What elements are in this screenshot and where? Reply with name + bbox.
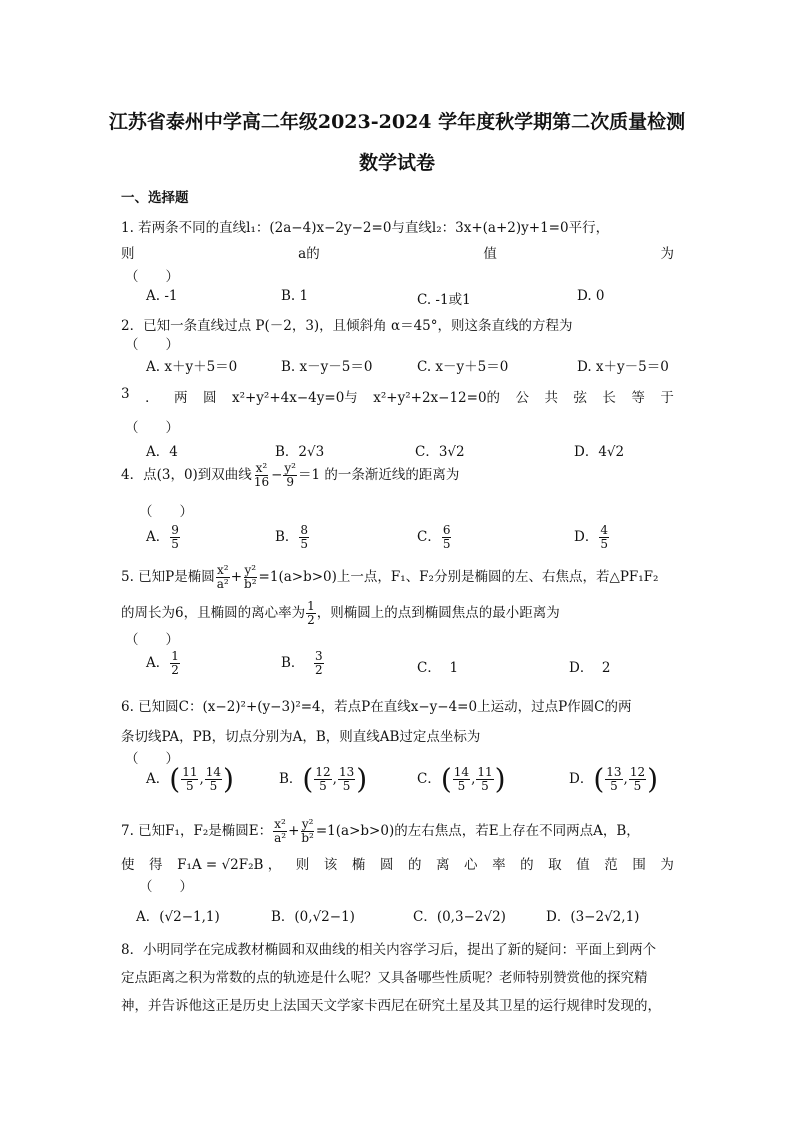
q7-stem-line1: 7. 已知F₁，F₂是椭圆E： $\frac{\text{x²}}{\text{a²}}$ + $\frac{\text{y²}}{\text{b²}}$ =1(a>b>0)的左右焦点，若E上存在不同两点A，B， [121, 817, 640, 845]
q8-stem-line3: 神，并告诉他这正是历史上法国天文学家卡西尼在研究土星及其卫星的运行规律时发现的， [121, 998, 661, 1014]
section-heading: 一、选择题 [121, 190, 189, 206]
q6-option-c: C．( $\frac{14}{5}$ , $\frac{11}{5}$ ) [417, 762, 506, 796]
q7-option-d: D．(3−2√2,1) [546, 909, 640, 925]
q6-stem-line2: 条切线PA，PB，切点分别为A，B，则直线AB过定点坐标为 [121, 729, 481, 745]
q6-stem-line1: 6. 已知圆C：(x−2)²+(y−3)²=4，若点P在直线x−y−4=0上运动，过点P作圆C的两 [121, 699, 632, 715]
q7-answer-paren: （ ） [139, 879, 193, 895]
q3-option-d: D．4√2 [574, 444, 625, 460]
q1-word: a的 [298, 246, 320, 262]
exam-title: 江苏省泰州中学高二年级2023-2024 学年度秋学期第二次质量检测 [108, 111, 686, 133]
q6-option-d: D．( $\frac{13}{5}$ , $\frac{12}{5}$ ) [569, 762, 659, 796]
q2-option-a: A. x＋y＋5＝0 [146, 359, 238, 375]
q7-option-b: B．(0,√2−1) [271, 909, 355, 925]
q6-answer-paren: （ ） [125, 751, 179, 767]
q2-option-c: C. x－y＋5＝0 [417, 359, 509, 375]
q4-minus: − [271, 467, 283, 483]
q3-word: x²+y²+4x−4y=0与 [231, 390, 358, 406]
q5-option-d: D． 2 [569, 660, 611, 676]
q4-option-d: D． $\frac{4}{5}$ [574, 523, 608, 551]
q8-stem-line1: 8．小明同学在完成教材椭圆和双曲线的相关内容学习后，提出了新的疑问：平面上到两个 [121, 942, 657, 958]
q3-option-b: B．2√3 [275, 444, 325, 460]
q3-option-c: C．3√2 [415, 444, 465, 460]
q3-word: 公 [515, 390, 530, 406]
q2-option-d: D. x＋y－5＝0 [577, 359, 669, 375]
q4-fraction-x: $\frac{\text{x²}}{16}$ [253, 461, 270, 489]
q1-word: 则 [121, 246, 135, 262]
q1-option-a: A. -1 [146, 288, 178, 304]
q5-answer-paren: （ ） [125, 632, 179, 648]
q4-option-c: C． $\frac{6}{5}$ [417, 523, 451, 551]
q7-stem-line2: 使 得 F₁A = √2F₂B ， 则 该 椭 圆 的 离 心 率 的 取 值 范 围 为 [121, 857, 674, 873]
q1-word: 为 [660, 246, 674, 262]
q3-word: 共 [544, 390, 558, 406]
q4-answer-paren: （ ） [139, 504, 193, 520]
q6-option-b: B．( $\frac{12}{5}$ , $\frac{13}{5}$ ) [279, 762, 368, 796]
q1-option-d: D. 0 [577, 288, 605, 304]
exam-subtitle: 数学试卷 [358, 152, 435, 174]
q4-text-post: ＝1 的一条渐近线的距离为 [298, 467, 460, 483]
q3-option-a: A．4 [146, 444, 178, 460]
q5-option-a: A． $\frac{1}{2}$ [146, 649, 179, 677]
q4-option-b: B． $\frac{8}{5}$ [275, 523, 309, 551]
q7-option-c: C．(0,3−2√2) [413, 909, 506, 925]
q4-option-a: A． $\frac{9}{5}$ [146, 523, 179, 551]
q2-stem: 2．已知一条直线过点 P(－2，3)，且倾斜角 α＝45°，则这条直线的方程为 [121, 318, 573, 334]
q5-stem-line1: 5. 已知P是椭圆 $\frac{\text{x²}}{\text{a²}}$ + $\frac{\text{y²}}{\text{b²}}$ =1(a>b>0)上一点，F₁、F₂分别是椭圆的左、右焦点，若△PF₁F₂ [121, 563, 659, 591]
q4-text-pre: 4．点(3，0)到双曲线 [121, 467, 252, 483]
q4-stem [121, 462, 459, 489]
q5-stem-line2: 的周长为6，且椭圆的离心率为 $\frac{1}{2}$ ，则椭圆上的点到椭圆焦点的最小距离为 [121, 599, 560, 627]
q1-stem-line1: 1. 若两条不同的直线l₁：(2a−4)x−2y−2=0与直线l₂：3x+(a+2)y+1=0平行， [121, 220, 610, 236]
q5-option-c: C． 1 [417, 660, 459, 676]
q3-word: 弦 [573, 390, 587, 406]
q8-stem-line2: 定点距离之积为常数的点的轨迹是什么呢？又具备哪些性质呢？老师特别赞赏他的探究精 [121, 970, 648, 986]
q2-answer-paren: （ ） [125, 337, 179, 353]
q3-word: 于 [660, 390, 674, 406]
q3-stem [121, 386, 674, 406]
q1-option-c: C. -1或1 [417, 292, 471, 308]
q6-option-a: A．( $\frac{11}{5}$ , $\frac{14}{5}$ ) [146, 762, 234, 796]
q3-word: x²+y²+2x−12=0的 [373, 390, 501, 406]
q5-option-b: B． $\frac{3}{2}$ [281, 649, 323, 677]
q3-word: 3 [121, 386, 130, 402]
q3-word: 两 [174, 390, 188, 406]
q1-word: 值 [483, 246, 497, 262]
q3-word: 长 [602, 390, 616, 406]
q3-answer-paren: （ ） [125, 420, 179, 436]
q7-option-a: A．(√2−1,1) [136, 909, 220, 925]
q3-word: 圆 [203, 390, 217, 406]
q1-answer-paren: （ ） [125, 269, 179, 285]
q3-word: ． [145, 390, 159, 406]
q3-word: 等 [631, 390, 645, 406]
q1-stem-line2 [121, 242, 674, 262]
q2-option-b: B. x－y－5＝0 [281, 359, 373, 375]
q4-fraction-y: $\frac{\text{y²}}{9}$ [284, 461, 296, 489]
q1-option-b: B. 1 [281, 288, 309, 304]
